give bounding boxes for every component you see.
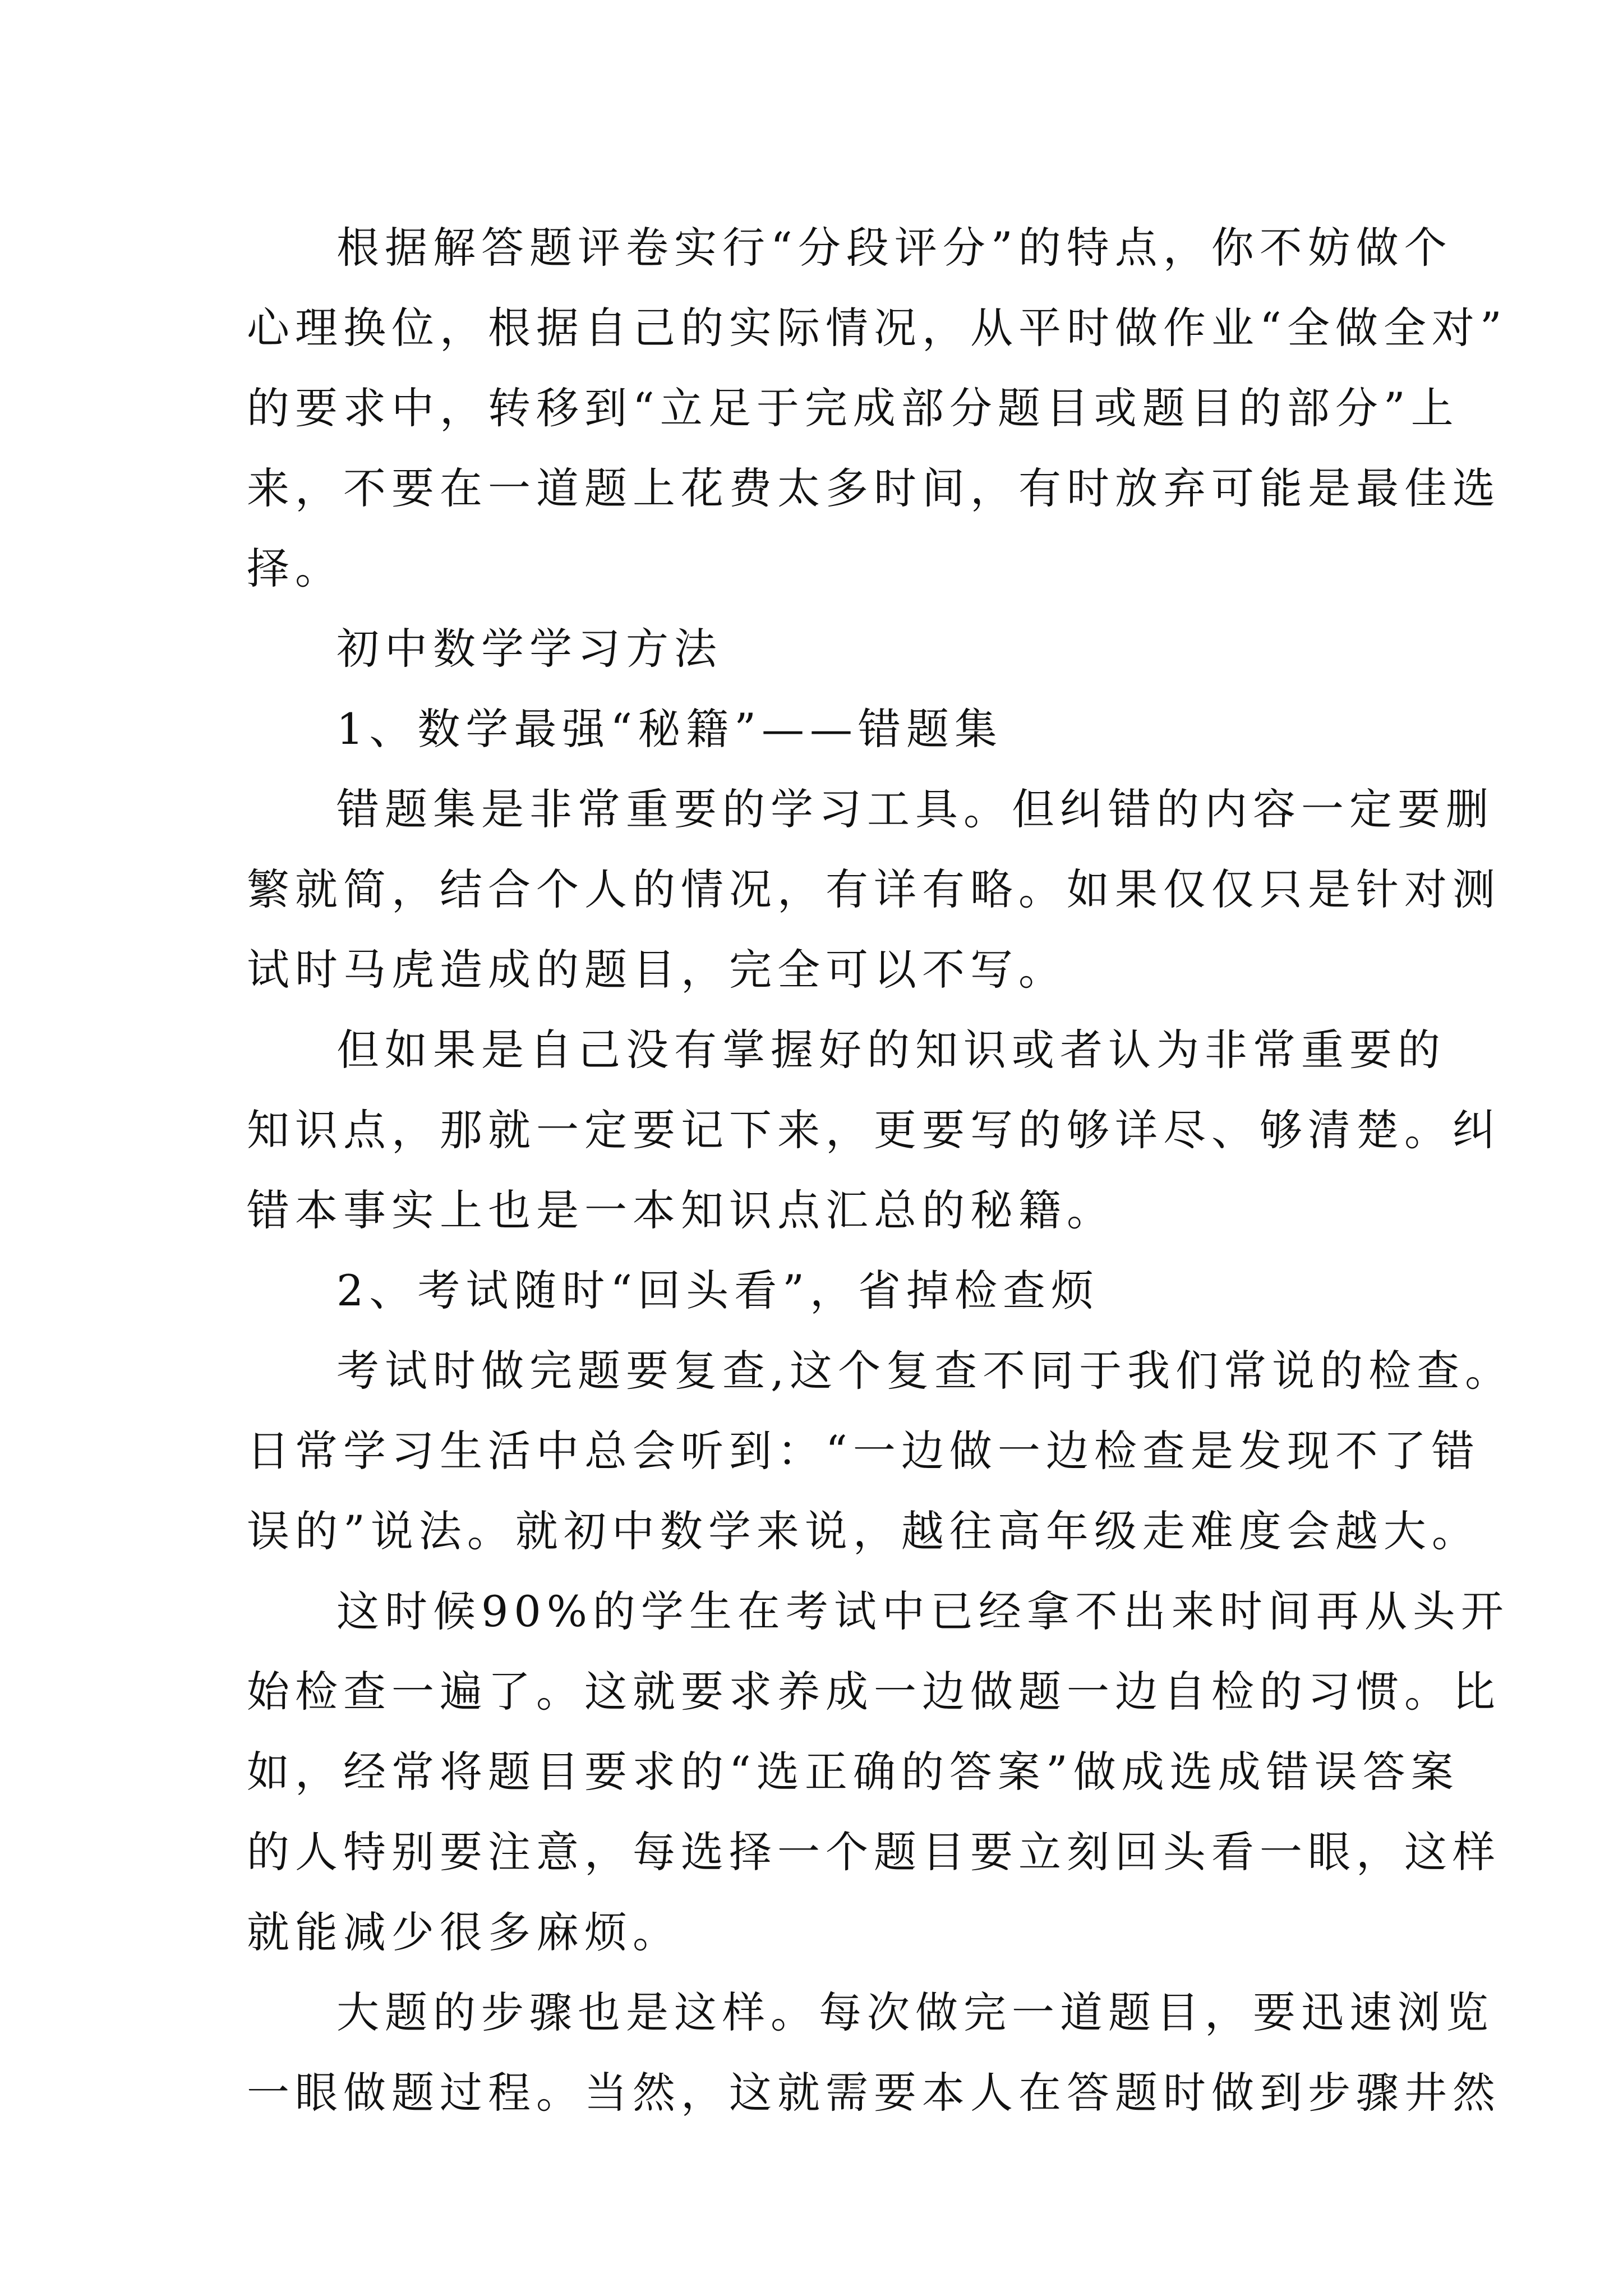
text-line: 这时候90%的学生在考试中已经拿不出来时间再从头开 [336,1586,1509,1636]
text-line: 试时马虎造成的题目，完全可以不写。 [247,945,1067,995]
text-line: 知识点，那就一定要记下来，更要写的够详尽、够清楚。纠 [247,1105,1501,1155]
text-line: 繁就简，结合个人的情况，有详有略。如果仅仅只是针对测 [247,864,1501,914]
text-line: 来，不要在一道题上花费太多时间，有时放弃可能是最佳选 [247,463,1501,513]
text-line: 根据解答题评卷实行“分段评分”的特点，你不妨做个 [336,223,1453,273]
text-line: 日常学习生活中总会听到：“一边做一边检查是发现不了错 [247,1426,1480,1476]
text-line: 如，经常将题目要求的“选正确的答案”做成选成错误答案 [247,1747,1459,1797]
section-heading: 初中数学学习方法 [336,624,722,674]
text-line: 大题的步骤也是这样。每次做完一道题目，要迅速浏览 [336,1987,1494,2037]
text-line: 考试时做完题要复查,这个复查不同于我们常说的检查。 [336,1346,1514,1396]
text-line: 的要求中，转移到“立足于完成部分题目或题目的部分”上 [247,383,1459,433]
text-line: 就能减少很多麻烦。 [247,1907,681,1957]
text-line: 误的”说法。就初中数学来说，越往高年级走难度会越大。 [247,1506,1480,1556]
text-line: 错题集是非常重要的学习工具。但纠错的内容一定要删 [336,784,1494,834]
subsection-heading: 2、考试随时“回头看”，省掉检查烦 [336,1266,1100,1315]
subsection-heading: 1、数学最强“秘籍”——错题集 [336,704,1003,754]
text-line: 的人特别要注意，每选择一个题目要立刻回头看一眼，这样 [247,1827,1501,1877]
text-line: 错本事实上也是一本知识点汇总的秘籍。 [247,1185,1115,1235]
text-line: 始检查一遍了。这就要求养成一边做题一边自检的习惯。比 [247,1667,1501,1717]
text-line: 一眼做题过程。当然，这就需要本人在答题时做到步骤井然 [247,2068,1501,2118]
text-line: 但如果是自己没有掌握好的知识或者认为非常重要的 [336,1025,1446,1075]
text-line: 择。 [247,544,343,593]
document-page [247,208,1514,2133]
text-line: 心理换位，根据自己的实际情况，从平时做作业“全做全对” [247,303,1507,353]
